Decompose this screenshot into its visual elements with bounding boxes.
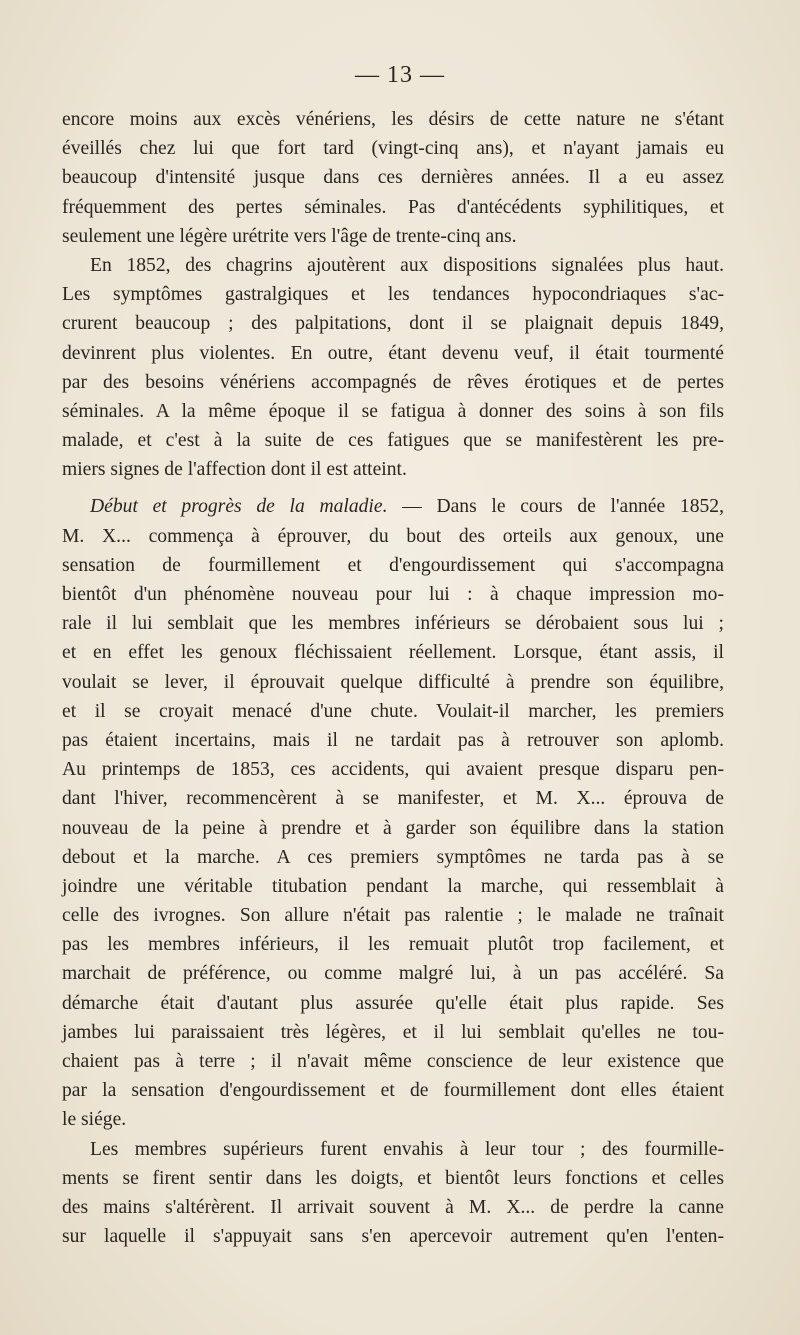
paragraph: [62, 492, 724, 1134]
text-line: jambes lui paraissaient très légères, et il lui semblait qu'elles ne tou-: [62, 1021, 724, 1043]
text-line: des mains s'altérèrent. Il arrivait souvent à M. X... de perdre la canne: [62, 1196, 724, 1218]
text-line: devinrent plus violentes. En outre, étant devenu veuf, il était tourmenté: [62, 342, 724, 364]
text-line: miers signes de l'affection dont il est atteint.: [62, 459, 407, 481]
text-line: bientôt d'un phénomène nouveau pour lui : à chaque impression mo-: [62, 584, 724, 605]
text-line: Au printemps de 1853, ces accidents, qui avaient presque disparu pen-: [62, 759, 724, 781]
text-line: et en effet les genoux fléchissaient réellement. Lorsque, étant assis, il: [62, 642, 724, 664]
text-line: le siége.: [62, 1109, 127, 1131]
text-line: ments se firent sentir dans les doigts, et bientôt leurs fonctions et celles: [62, 1167, 724, 1189]
text-line: éveillés chez lui que fort tard (vingt-cinq ans), et n'ayant jamais eu: [62, 138, 724, 160]
heading-line-rest: — Dans le cours de l'année 1852,: [387, 496, 724, 518]
text-line: pas les membres inférieurs, il les remuait plutôt trop facilement, et: [62, 934, 724, 956]
text-line: nouveau de la peine à prendre et à garder son équilibre dans la station: [62, 817, 724, 839]
text-line: debout et la marche. A ces premiers symptômes ne tarda pas à se: [62, 846, 724, 868]
text-line: marchait de préférence, ou comme malgré lui, à un pas accéléré. Sa: [62, 963, 724, 985]
text-line: joindre une véritable titubation pendant la marche, qui ressemblait à: [62, 875, 724, 897]
text-line: sensation de fourmillement et d'engourdissement qui s'accompagna: [62, 554, 724, 576]
text-line: celle des ivrognes. Son allure n'était pas ralentie ; le malade ne traînait: [62, 905, 724, 927]
text-line: chaient pas à terre ; il n'avait même conscience de leur existence que: [62, 1051, 724, 1072]
text-line: et il se croyait menacé d'une chute. Voulait-il marcher, les premiers: [62, 700, 724, 722]
text-line: Les membres supérieurs furent envahis à leur tour ; des fourmille-: [90, 1138, 724, 1160]
paragraph: [62, 1135, 724, 1252]
paragraph: [62, 251, 724, 485]
text-line: M. X... commença à éprouver, du bout des orteils aux genoux, une: [62, 525, 724, 547]
section-heading: Début et progrès de la maladie.: [90, 496, 388, 518]
paragraph: [62, 105, 724, 251]
text-line: dant l'hiver, recommencèrent à se manifester, et M. X... éprouva de: [62, 788, 724, 810]
text-line: démarche était d'autant plus assurée qu'elle était plus rapide. Ses: [62, 992, 724, 1014]
text-line: encore moins aux excès vénériens, les désirs de cette nature ne s'étant: [62, 109, 724, 130]
body-text: [62, 105, 724, 1251]
text-line: par la sensation d'engourdissement et de fourmillement dont elles étaient: [62, 1080, 724, 1102]
text-line: beaucoup d'intensité jusque dans ces dernières années. Il a eu assez: [62, 167, 724, 189]
text-line: rale il lui semblait que les membres inférieurs se dérobaient sous lui ;: [62, 613, 724, 635]
text-line: malade, et c'est à la suite de ces fatigues que se manifestèrent les pre-: [62, 430, 724, 452]
text-line: sur laquelle il s'appuyait sans s'en apercevoir autrement qu'en l'enten-: [62, 1226, 724, 1248]
text-line: par des besoins vénériens accompagnés de rêves érotiques et de pertes: [62, 371, 724, 393]
text-line: fréquemment des pertes séminales. Pas d'antécédents syphilitiques, et: [62, 196, 724, 218]
section-heading-line: [62, 492, 724, 521]
text-line: seulement une légère urétrite vers l'âge de trente-cinq ans.: [62, 225, 517, 247]
text-line: Les symptômes gastralgiques et les tendances hypocondriaques s'ac-: [62, 284, 724, 306]
text-line: En 1852, des chagrins ajoutèrent aux dispositions signalées plus haut.: [90, 254, 724, 276]
text-line: crurent beaucoup ; des palpitations, dont il se plaignait depuis 1849,: [62, 313, 724, 335]
text-line: séminales. A la même époque il se fatigua à donner des soins à son fils: [62, 400, 724, 422]
page-number: — 13 —: [355, 62, 445, 88]
text-line: voulait se lever, il éprouvait quelque difficulté à prendre son équilibre,: [62, 671, 724, 693]
text-line: pas étaient incertains, mais il ne tardait pas à retrouver son aplomb.: [62, 729, 724, 751]
